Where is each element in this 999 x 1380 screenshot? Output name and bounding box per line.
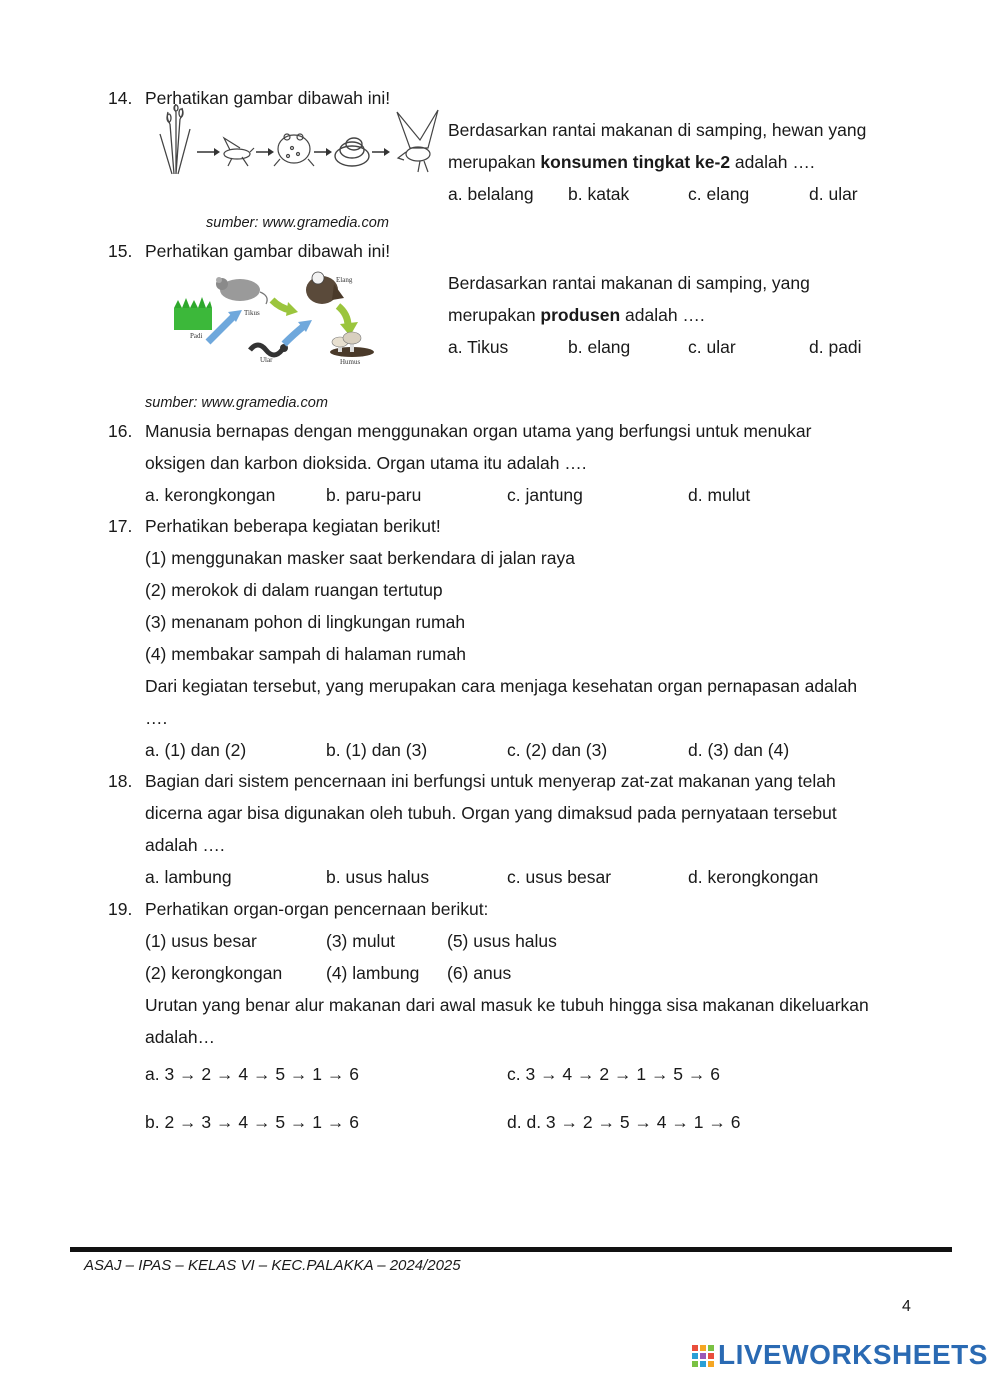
footer-text: ASAJ – IPAS – KELAS VI – KEC.PALAKKA – 2024/2025: [84, 1257, 461, 1274]
q16-option-a[interactable]: a. kerongkongan: [145, 485, 276, 505]
label-ular: Ular: [260, 356, 273, 364]
q18-option-c[interactable]: c. usus besar: [507, 867, 612, 887]
page-number: 4: [902, 1298, 911, 1315]
q15-text-line1: Berdasarkan rantai makanan di samping, yang: [448, 273, 810, 293]
q17-option-b[interactable]: b. (1) dan (3): [326, 740, 428, 760]
liveworksheets-wordmark: LIVEWORKSHEETS: [718, 1339, 988, 1370]
snake-icon: [335, 138, 369, 166]
mouse-icon: [216, 277, 267, 304]
frog-icon: [274, 134, 314, 166]
q17-option-a[interactable]: a. (1) dan (2): [145, 740, 247, 760]
q15-option-c[interactable]: c. ular: [688, 337, 736, 357]
eagle-icon: [397, 110, 438, 172]
q19-question-line1: Urutan yang benar alur makanan dari awal masuk ke tubuh hingga sisa makanan dikeluarkan: [145, 995, 869, 1015]
q15-option-d[interactable]: d. padi: [809, 337, 862, 357]
q15-text-line2: merupakan produsen adalah ….: [448, 305, 705, 325]
q19-organ-4: (4) lambung: [326, 963, 420, 983]
footer-divider: [70, 1247, 952, 1252]
label-padi: Padi: [190, 332, 203, 340]
mushroom-humus-icon: [330, 332, 374, 357]
q18-option-a[interactable]: a. lambung: [145, 867, 232, 887]
snake-icon: [250, 344, 288, 355]
q15-option-b[interactable]: b. elang: [568, 337, 631, 357]
q16-option-b[interactable]: b. paru-paru: [326, 485, 422, 505]
q16-line1: Manusia bernapas dengan menggunakan organ utama yang berfungsi untuk menukar: [145, 421, 812, 441]
q19-option-d[interactable]: d. d. 3 → 2 → 5 → 4 → 1 → 6: [507, 1112, 741, 1132]
grasshopper-icon: [224, 138, 254, 166]
q15-number: 15.: [108, 241, 133, 261]
q14-option-b[interactable]: b. katak: [568, 184, 630, 204]
q18-option-d[interactable]: d. kerongkongan: [688, 867, 819, 887]
q15-food-web-figure: [172, 270, 382, 365]
q18-option-b[interactable]: b. usus halus: [326, 867, 430, 887]
q14-source: sumber: www.gramedia.com: [206, 215, 389, 231]
q16-option-c[interactable]: c. jantung: [507, 485, 583, 505]
q17-number: 17.: [108, 516, 133, 536]
q18-line3: adalah ….: [145, 835, 225, 855]
q15-option-a[interactable]: a. Tikus: [448, 337, 509, 357]
q16-line2: oksigen dan karbon dioksida. Organ utama itu adalah ….: [145, 453, 587, 473]
q14-option-d[interactable]: d. ular: [809, 184, 858, 204]
q14-food-chain-figure: [152, 104, 442, 180]
q15-prompt: Perhatikan gambar dibawah ini!: [145, 241, 391, 261]
q19-organ-1: (1) usus besar: [145, 931, 257, 951]
q18-line1: Bagian dari sistem pencernaan ini berfungsi untuk menyerap zat-zat makanan yang telah: [145, 771, 836, 791]
q14-option-a[interactable]: a. belalang: [448, 184, 534, 204]
q17-item-2: (2) merokok di dalam ruangan tertutup: [145, 580, 443, 600]
q15-keyword: produsen: [540, 305, 621, 325]
q19-option-a[interactable]: a. 3 → 2 → 4 → 5 → 1 → 6: [145, 1064, 359, 1084]
label-humus: Humus: [340, 358, 361, 365]
label-elang: Elang: [336, 276, 353, 284]
q16-number: 16.: [108, 421, 133, 441]
q17-option-d[interactable]: d. (3) dan (4): [688, 740, 790, 760]
q14-keyword: konsumen tingkat ke-2: [540, 152, 731, 172]
q19-option-c[interactable]: c. 3 → 4 → 2 → 1 → 5 → 6: [507, 1064, 720, 1084]
q19-organ-6: (6) anus: [447, 963, 512, 983]
q17-item-3: (3) menanam pohon di lingkungan rumah: [145, 612, 466, 632]
q14-text-line2: merupakan konsumen tingkat ke-2 adalah ….: [448, 152, 815, 172]
q14-option-c[interactable]: c. elang: [688, 184, 750, 204]
q17-item-1: (1) menggunakan masker saat berkendara di jalan raya: [145, 548, 575, 568]
q17-prompt: Perhatikan beberapa kegiatan berikut!: [145, 516, 441, 536]
q19-organ-3: (3) mulut: [326, 931, 396, 951]
grass-icon: [174, 297, 212, 330]
q17-item-4: (4) membakar sampah di halaman rumah: [145, 644, 466, 664]
q19-question-line2: adalah…: [145, 1027, 216, 1047]
q16-option-d[interactable]: d. mulut: [688, 485, 751, 505]
q17-option-c[interactable]: c. (2) dan (3): [507, 740, 608, 760]
label-tikus: Tikus: [244, 309, 260, 317]
q14-prompt: Perhatikan gambar dibawah ini!: [145, 88, 391, 108]
q15-source: sumber: www.gramedia.com: [145, 395, 328, 411]
rice-plant-icon: [160, 104, 190, 174]
q19-option-b[interactable]: b. 2 → 3 → 4 → 5 → 1 → 6: [145, 1112, 359, 1132]
q19-number: 19.: [108, 899, 133, 919]
q18-line2: dicerna agar bisa digunakan oleh tubuh. Organ yang dimaksud pada pernyataan tersebut: [145, 803, 837, 823]
q19-organ-5: (5) usus halus: [447, 931, 557, 951]
q19-prompt: Perhatikan organ-organ pencernaan berikut:: [145, 899, 489, 919]
q14-text-line1: Berdasarkan rantai makanan di samping, hewan yang: [448, 120, 867, 140]
q14-number: 14.: [108, 88, 133, 108]
q17-question-line1: Dari kegiatan tersebut, yang merupakan cara menjaga kesehatan organ pernapasan adalah: [145, 676, 858, 696]
q18-number: 18.: [108, 771, 133, 791]
q19-organ-2: (2) kerongkongan: [145, 963, 283, 983]
q17-question-line2: ….: [145, 708, 168, 728]
